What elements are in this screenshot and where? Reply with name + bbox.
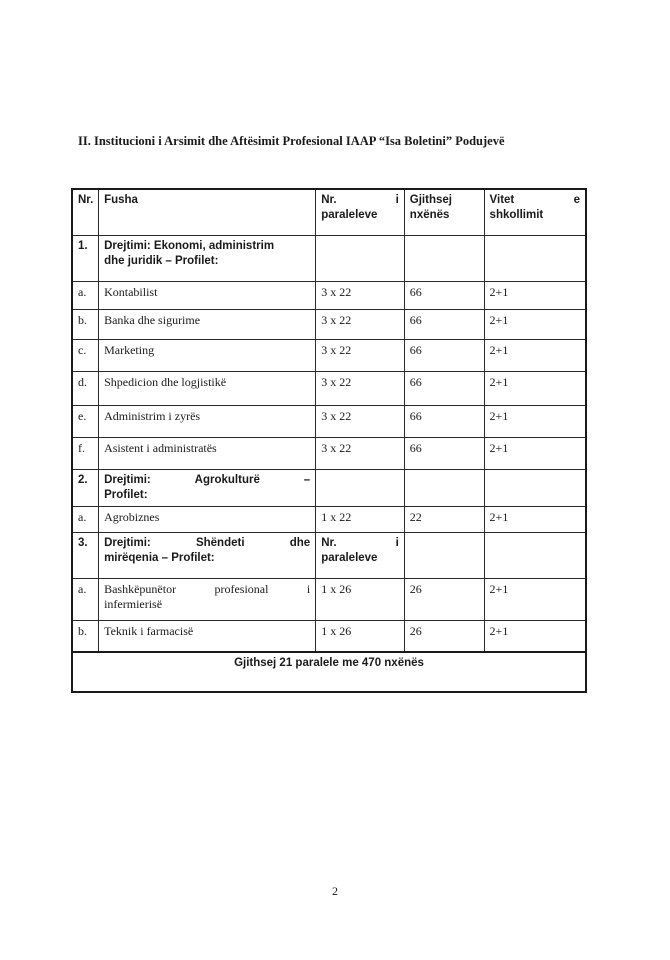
table-row bbox=[72, 506, 586, 532]
row-fusha: Marketing bbox=[99, 339, 316, 371]
section-title-line1: Drejtimi: Ekonomi, administrim bbox=[104, 239, 275, 252]
row-paraleleve: 1 x 26 bbox=[316, 578, 405, 620]
section-row-1 bbox=[72, 235, 586, 281]
rows-section-2 bbox=[72, 506, 586, 532]
row-nr: b. bbox=[72, 309, 99, 339]
table-row bbox=[72, 437, 586, 469]
row-paraleleve: 3 x 22 bbox=[316, 309, 405, 339]
section-title-w2: Shëndeti bbox=[195, 536, 245, 549]
row-nr: a. bbox=[72, 506, 99, 532]
row-paraleleve: 1 x 22 bbox=[316, 506, 405, 532]
header-vitet-c: shkollimit bbox=[489, 209, 544, 221]
row-gjithsej: 66 bbox=[404, 339, 484, 371]
section-nr: 2. bbox=[72, 469, 99, 506]
header-vitet-a: Vitet bbox=[489, 194, 515, 206]
row-vitet: 2+1 bbox=[484, 281, 586, 309]
table-row bbox=[72, 339, 586, 371]
section-title-w1: Drejtimi: bbox=[104, 536, 151, 549]
section-heading: II. Institucioni i Arsimit dhe Aftësimit Profesional IAAP “Isa Boletini” Podujevë bbox=[78, 134, 505, 148]
total-text: Gjithsej 21 paralele me 470 nxënës bbox=[72, 652, 586, 692]
row-vitet: 2+1 bbox=[484, 371, 586, 405]
row-gjithsej: 22 bbox=[404, 506, 484, 532]
row-nr: a. bbox=[72, 281, 99, 309]
row-paraleleve: 3 x 22 bbox=[316, 339, 405, 371]
schools-table bbox=[71, 188, 587, 693]
row-fusha-line2: infermierisë bbox=[104, 596, 163, 611]
row-fusha: Shpedicion dhe logjistikë bbox=[99, 371, 316, 405]
row-gjithsej: 26 bbox=[404, 578, 484, 620]
row-vitet: 2+1 bbox=[484, 309, 586, 339]
table-row bbox=[72, 371, 586, 405]
row-vitet: 2+1 bbox=[484, 620, 586, 652]
section-nr: 3. bbox=[72, 532, 99, 578]
row-paraleleve: 1 x 26 bbox=[316, 620, 405, 652]
header-row bbox=[72, 189, 586, 235]
header-gjithsej-a: Gjithsej bbox=[409, 194, 452, 206]
row-paraleleve: 3 x 22 bbox=[316, 281, 405, 309]
row-gjithsej: 66 bbox=[404, 405, 484, 437]
header-gjithsej bbox=[404, 189, 484, 235]
row-vitet: 2+1 bbox=[484, 339, 586, 371]
section-title-line2: Profilet: bbox=[104, 488, 148, 501]
empty-cell bbox=[484, 469, 586, 506]
row-paraleleve: 3 x 22 bbox=[316, 371, 405, 405]
header-paraleleve-a: Nr. bbox=[321, 194, 337, 206]
section-title-line2: mirëqenia – Profilet: bbox=[104, 551, 215, 564]
row-gjithsej: 66 bbox=[404, 309, 484, 339]
section-title-w3: dhe bbox=[289, 536, 311, 549]
section-row-2 bbox=[72, 469, 586, 506]
row-fusha: Kontabilist bbox=[99, 281, 316, 309]
row-gjithsej: 66 bbox=[404, 281, 484, 309]
section-nr: 1. bbox=[72, 235, 99, 281]
row-fusha-w1: Bashkëpunëtor bbox=[104, 581, 177, 596]
row-paraleleve: 3 x 22 bbox=[316, 437, 405, 469]
row-fusha: Agrobiznes bbox=[99, 506, 316, 532]
header-gjithsej-b: nxënës bbox=[409, 209, 450, 221]
row-nr: b. bbox=[72, 620, 99, 652]
empty-cell bbox=[404, 532, 484, 578]
row-fusha-w2: profesional bbox=[214, 581, 269, 596]
row-paraleleve: 3 x 22 bbox=[316, 405, 405, 437]
section-title-w2: Agrokulturë bbox=[194, 473, 260, 486]
section-title bbox=[99, 235, 316, 281]
page-number: 2 bbox=[332, 884, 338, 898]
section-paraleleve-c: paraleleve bbox=[321, 551, 378, 564]
row-fusha: Teknik i farmacisë bbox=[99, 620, 316, 652]
table-row bbox=[72, 620, 586, 652]
empty-cell bbox=[404, 235, 484, 281]
section-title-w1: Drejtimi: bbox=[104, 473, 151, 486]
empty-cell bbox=[316, 235, 405, 281]
header-paraleleve bbox=[316, 189, 405, 235]
row-nr: a. bbox=[72, 578, 99, 620]
header-paraleleve-b: i bbox=[395, 194, 399, 206]
row-gjithsej: 66 bbox=[404, 437, 484, 469]
section-row-3 bbox=[72, 532, 586, 578]
header-vitet bbox=[484, 189, 586, 235]
section-title-line2: dhe juridik – Profilet: bbox=[104, 254, 219, 267]
row-vitet: 2+1 bbox=[484, 405, 586, 437]
table-row bbox=[72, 281, 586, 309]
row-vitet: 2+1 bbox=[484, 506, 586, 532]
row-gjithsej: 26 bbox=[404, 620, 484, 652]
row-fusha bbox=[99, 578, 316, 620]
rows-section-1 bbox=[72, 281, 586, 469]
row-nr: d. bbox=[72, 371, 99, 405]
section-title bbox=[99, 532, 316, 578]
section-title-w3: – bbox=[303, 473, 311, 486]
row-gjithsej: 66 bbox=[404, 371, 484, 405]
table-row bbox=[72, 309, 586, 339]
total-row bbox=[72, 652, 586, 692]
row-fusha-w3: i bbox=[306, 581, 311, 596]
section-paraleleve bbox=[316, 532, 405, 578]
table-row bbox=[72, 405, 586, 437]
row-nr: c. bbox=[72, 339, 99, 371]
empty-cell bbox=[316, 469, 405, 506]
section-paraleleve-a: Nr. bbox=[321, 536, 337, 549]
row-vitet: 2+1 bbox=[484, 437, 586, 469]
row-nr: e. bbox=[72, 405, 99, 437]
header-fusha: Fusha bbox=[99, 189, 316, 235]
header-vitet-b: e bbox=[573, 194, 580, 206]
empty-cell bbox=[484, 235, 586, 281]
empty-cell bbox=[484, 532, 586, 578]
row-fusha: Asistent i administratës bbox=[99, 437, 316, 469]
row-nr: f. bbox=[72, 437, 99, 469]
row-vitet: 2+1 bbox=[484, 578, 586, 620]
header-nr: Nr. bbox=[72, 189, 99, 235]
section-paraleleve-b: i bbox=[395, 536, 399, 549]
table-row bbox=[72, 578, 586, 620]
row-fusha: Administrim i zyrës bbox=[99, 405, 316, 437]
row-fusha: Banka dhe sigurime bbox=[99, 309, 316, 339]
header-paraleleve-c: paraleleve bbox=[321, 209, 378, 221]
empty-cell bbox=[404, 469, 484, 506]
section-title bbox=[99, 469, 316, 506]
